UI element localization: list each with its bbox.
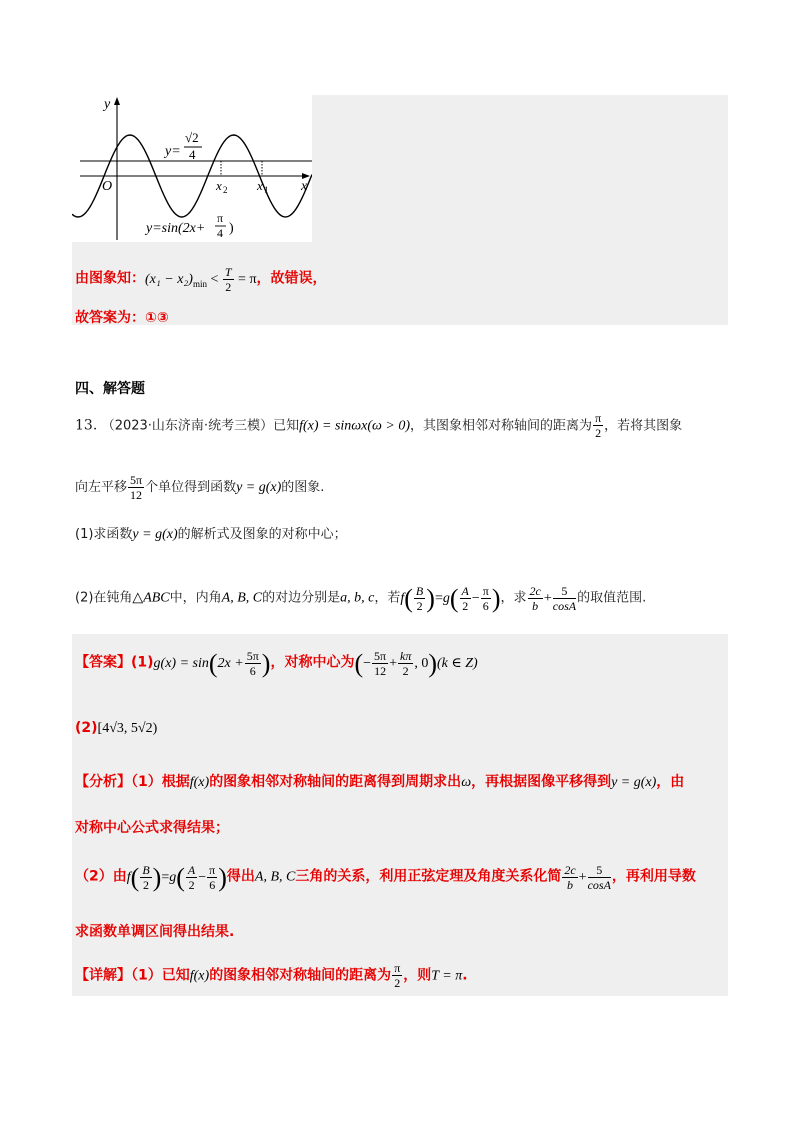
target-plus: + [543, 590, 552, 606]
analysis-condition: f( $\frac{B}{2}$ )=g( $\frac{A}{2}$ − $\frac{\pi}{6}$ ) [126, 862, 227, 892]
kpi-den: 2 [402, 664, 409, 678]
an-6-den: 6 [209, 878, 216, 892]
6-den: 6 [249, 664, 256, 678]
hline-label-prefix: y= [165, 144, 181, 159]
an-2c-num: 2c [564, 863, 576, 877]
sym-neg: − [363, 655, 372, 671]
analysis-line3 [75, 864, 696, 891]
angles-abc: A, B, C [221, 590, 263, 606]
g-answer: g(x) = sin(2x + $\frac{5\pi}{6}$ ) [153, 648, 271, 678]
an-eq: = [161, 869, 170, 885]
sine-graph-svg [72, 95, 312, 242]
five-pi-over-12 [128, 474, 144, 501]
cosa-den: cosA [552, 599, 577, 613]
part1-suffix: 的解析式及图象的对称中心； [177, 527, 347, 542]
analysis-target [561, 863, 612, 892]
cond-f: f [400, 590, 405, 606]
k-in-z: (k ∈ Z) [437, 655, 478, 671]
an-a-num: A [187, 863, 196, 877]
problem-source: （2023·山东济南·统考三模）已知 [101, 418, 300, 434]
b-over-2 [414, 585, 425, 612]
condition-equation: f( $\frac{B}{2}$ )=g( $\frac{A}{2}$ − $\frac{\pi}{6}$ ) [400, 583, 501, 613]
sym-12-den: 12 [374, 664, 387, 678]
analysis-omega: ω [461, 775, 472, 790]
an-b-num: B [142, 863, 150, 877]
prev-answer-suffix: ，故错误， [256, 270, 327, 287]
analysis-line1 [75, 772, 684, 793]
analysis-abc: A, B, C [254, 869, 296, 885]
analysis-t8: 三角的关系，利用正弦定理及角度关系化简 [295, 868, 562, 885]
answer-range: [4√3, 5√2) [97, 721, 158, 736]
problem-line2-c: 的图象. [281, 480, 325, 495]
part2-a: (2)在钝角 [75, 590, 133, 606]
problem-part1 [75, 525, 347, 545]
target-expression [527, 584, 578, 613]
inner-2x: 2x + [217, 655, 244, 671]
g-expression: y = g(x) [236, 480, 282, 495]
detail-f: f(x) [189, 968, 210, 984]
detail-end: . [462, 967, 468, 984]
answer-line2 [75, 718, 157, 739]
triangle-abc: △ABC [132, 590, 170, 606]
an-b-den2: b [567, 878, 573, 892]
detail-line1 [75, 962, 468, 989]
problem-text2: ，若将其图象 [604, 418, 683, 434]
5pi-num: 5π [246, 649, 259, 663]
detail-t3: ，则 [403, 967, 432, 984]
curve-label-pi: π [217, 211, 224, 225]
answer-line1 [75, 650, 478, 677]
kpi-num: kπ [400, 649, 412, 663]
pi6-num: π [482, 584, 489, 598]
hline-label-den: 4 [189, 147, 196, 162]
prev-answer-line2: 故答案为：①③ [75, 310, 169, 326]
analysis-t4: ，由 [656, 774, 685, 790]
analysis-line4: 求函数单调区间得出结果. [75, 924, 235, 940]
detail-T: T = π [431, 968, 463, 984]
an-minus: − [198, 869, 207, 885]
answer-label: 【答案】(1) [75, 654, 154, 671]
problem-line2-a: 向左平移 [75, 480, 128, 495]
part2-e: ，求 [500, 590, 527, 606]
an-g: g [169, 869, 177, 885]
part2-c: 的对边分别是 [262, 590, 341, 606]
part1-prefix: (1)求函数 [75, 527, 133, 542]
2c-over-b [528, 585, 543, 612]
sym-zero: , 0 [414, 655, 429, 671]
answer-part2-label: (2) [75, 720, 98, 736]
analysis-t6: （2）由 [75, 868, 127, 885]
t-num: T [224, 265, 232, 279]
sym-plus: + [389, 655, 397, 671]
analysis-t7: 得出 [226, 868, 255, 885]
cond-minus: − [471, 590, 480, 606]
x-axis-label: x [301, 179, 308, 194]
5pi-over-6 [245, 650, 261, 677]
part2-d: ，若 [374, 590, 401, 606]
equals-pi: = π [234, 271, 257, 287]
problem-number: 13. [75, 417, 98, 434]
detail-pi-num: π [394, 961, 401, 975]
detail-pi-den: 2 [394, 976, 401, 990]
detail-t2: 的图象相邻对称轴间的距离为 [209, 967, 392, 984]
detail-label: 【详解】 [75, 967, 131, 984]
5pi-over-12 [372, 650, 388, 677]
an-a-over-2 [186, 864, 197, 891]
min-subscript: min [192, 278, 207, 289]
twelve-den: 12 [130, 488, 143, 502]
hline-label-num: √2 [185, 130, 199, 145]
an-plus: + [578, 869, 587, 885]
curve-label-den: 4 [217, 226, 223, 240]
2c-num: 2c [529, 584, 541, 598]
prev-answer-line1 [75, 266, 327, 294]
f-definition: f(x) = sinωx(ω > 0) [299, 418, 411, 434]
part2-f: 的取值范围. [577, 590, 647, 606]
problem-line2-b: 个单位得到函数 [145, 480, 237, 495]
detail-t1: （1）已知 [131, 967, 190, 984]
pi-over-6 [481, 585, 491, 612]
pi-num: π [595, 411, 602, 425]
symmetry-center: (− $\frac{5\pi}{12}$ + $\frac{k\pi}{2}$ , 0)(k ∈ Z) [354, 648, 478, 678]
x1-minus-x2: (x₁ − x₂) [145, 271, 193, 287]
an-a-den: 2 [188, 878, 195, 892]
section-title: 四、解答题 [75, 381, 145, 397]
an-pi-num: π [209, 863, 216, 877]
part1-g-expression: y = g(x) [132, 527, 178, 542]
prev-answer-prefix: 由图象知： [75, 270, 145, 287]
analysis-label: 【分析】 [75, 774, 131, 790]
analysis-t3: ，再根据图像平移得到 [471, 774, 612, 790]
x1-subscript: 1 [264, 185, 269, 195]
five-num: 5 [553, 585, 576, 599]
x2-label: x [216, 178, 222, 193]
sides-abc: a, b, c [340, 590, 375, 606]
analysis-t2: 的图象相邻对称轴间的距离得到周期求出 [209, 774, 462, 790]
t-over-2 [223, 266, 234, 293]
pi-over-2 [593, 412, 603, 439]
an-cosa-den: cosA [587, 878, 611, 892]
b-den2: b [532, 599, 539, 613]
an-f: f [126, 869, 131, 885]
x2-subscript: 2 [223, 185, 228, 195]
five-pi-num: 5π [130, 473, 143, 487]
analysis-g: y = g(x) [611, 775, 657, 790]
an-b-den: 2 [142, 878, 149, 892]
y-axis-label: y [104, 97, 111, 112]
a-over-2 [460, 585, 471, 612]
an-b-over-2 [140, 864, 151, 891]
problem-text1: ，其图象相邻对称轴间的距离为 [410, 418, 593, 434]
cond-g: g [442, 590, 450, 606]
answer-mid: ，对称中心为 [270, 654, 355, 671]
part2-b: 中，内角 [169, 590, 222, 606]
x1-label: x [257, 178, 263, 193]
detail-pi-over-2 [392, 962, 402, 989]
problem-line1 [75, 412, 682, 439]
analysis-f: f(x) [189, 775, 210, 790]
g-lhs: g(x) = sin [153, 655, 209, 671]
an-2c-over-b [562, 864, 577, 891]
analysis-line2: 对称中心公式求得结果； [75, 820, 229, 836]
t-den: 2 [225, 280, 232, 294]
sym-5pi-num: 5π [374, 649, 387, 663]
curve-label-close: ) [229, 221, 234, 236]
y-axis-arrow [114, 97, 120, 105]
pi-den: 2 [595, 426, 602, 440]
b-num: B [415, 584, 424, 598]
curve-label: y=sin(2x+ [146, 221, 206, 236]
an-pi-over-6 [207, 864, 217, 891]
origin-label: O [102, 179, 113, 194]
problem-part2 [75, 585, 646, 612]
sine-graph [72, 95, 312, 242]
pi6-den: 6 [482, 599, 489, 613]
b-den: 2 [416, 599, 423, 613]
kpi-over-2 [398, 650, 413, 677]
analysis-t9: ，再利用导数 [611, 868, 696, 885]
a-num: A [461, 584, 469, 598]
5-over-cosa [553, 585, 576, 612]
problem-line2 [75, 474, 324, 501]
less-than: < [206, 271, 222, 287]
cond-eq: = [434, 590, 443, 606]
an-5-over-cosa [588, 864, 611, 891]
a-den: 2 [462, 599, 469, 613]
an-five-num: 5 [588, 864, 611, 878]
analysis-t1: （1）根据 [131, 774, 190, 790]
